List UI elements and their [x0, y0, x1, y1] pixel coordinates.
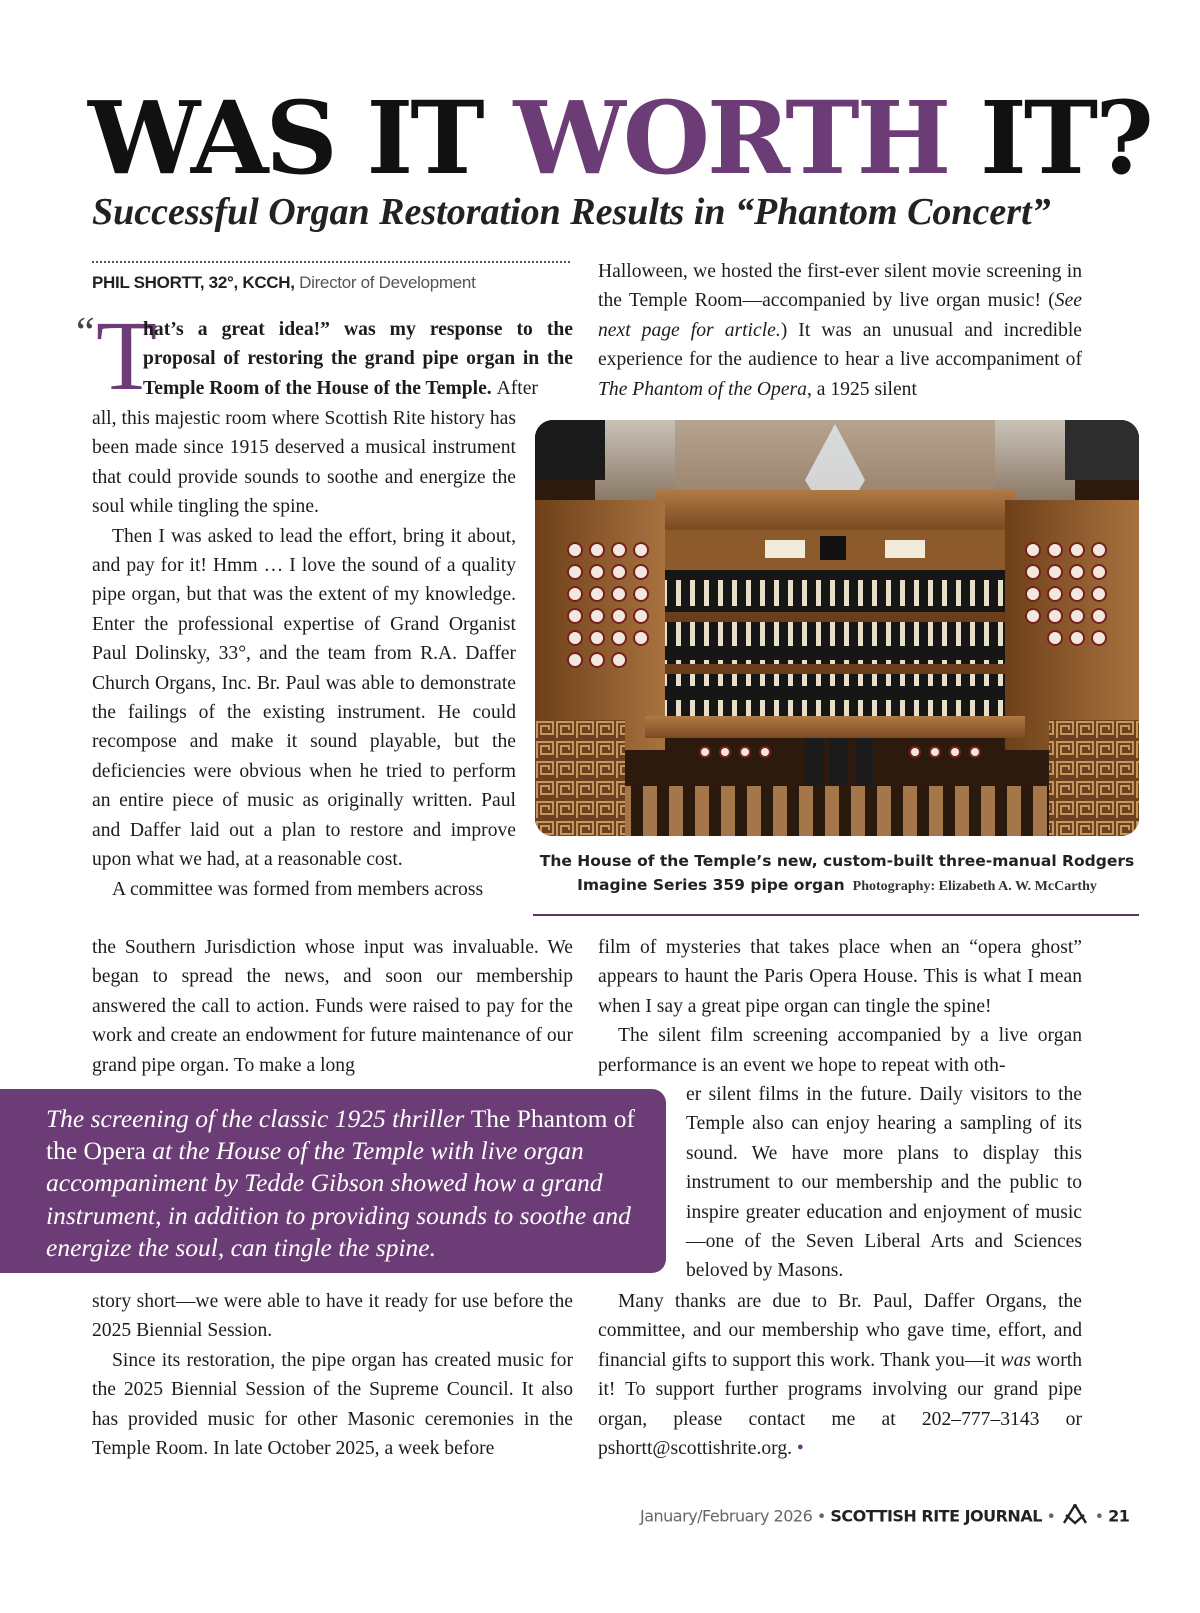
footer-separator: • — [816, 1506, 826, 1526]
footer-separator: • — [1094, 1506, 1104, 1526]
column-right-wrapped — [686, 1080, 1082, 1286]
paragraph: Since its restoration, the pipe organ has created music for the 2025 Biennial Session of the Supreme Council. It also has provided music for other Masonic ceremonies in the Temple Room. In late October 2025, a week before — [92, 1349, 573, 1460]
column-left-upper — [92, 404, 516, 904]
paragraph: all, this majestic room where Scottish Rite history has been made since 1915 deserved a musical instrument that could provide sounds to soothe and energize the soul while tingling the spine. — [92, 408, 516, 518]
organ-photo — [535, 420, 1139, 836]
byline-name: PHIL SHORTT, 32°, KCCH, — [92, 273, 295, 292]
caption-divider — [533, 914, 1139, 916]
paragraph: The silent film screening accompanied by a live organ performance is an event we hope to repeat with oth- — [598, 1025, 1082, 1076]
headline — [88, 79, 1151, 197]
photo-credit: Photography: Elizabeth A. W. McCarthy — [852, 879, 1097, 894]
drop-cap-letter: T — [96, 300, 158, 411]
drop-cap — [76, 300, 158, 411]
subtitle: Successful Organ Restoration Results in “Phantom Concert” — [92, 191, 1051, 233]
column-left-lower — [92, 1287, 573, 1463]
paragraph: Many thanks are due to Br. Paul, Daffer Organs, the committee, and our membership who gave time, effort, and financial gifts to support this work. Thank you—it was worth it! To support further programs involving our grand pipe organ, please contact me at 202–777–3143 or pshortt@scottishrite.org. • — [598, 1291, 1082, 1460]
paragraph: Halloween, we hosted the first-ever silent movie screening in the Temple Room—accompanied by live organ music! (See next page for article.) It was an unusual and incredible experience for the audience to hear a live accompaniment of The Phantom of the Opera, a 1925 silent — [598, 261, 1083, 400]
lead-paragraph — [143, 315, 573, 403]
caption-text: The House of the Temple’s new, custom-built three-manual Rodgers Imagine Series 359 pipe organ — [539, 852, 1135, 894]
column-left-middle — [92, 933, 573, 1080]
square-and-compass-icon — [1060, 1503, 1090, 1531]
headline-part1: WAS IT — [88, 79, 514, 197]
byline-role: Director of Development — [299, 273, 476, 292]
pull-quote-text: The screening of the classic 1925 thriller The Phantom of the Opera at the House of the Temple with live organ accompaniment by Tedde Gibson showed how a grand instrument, in addition to providing sounds to soothe and energize the soul, can tingle the spine. — [46, 1104, 636, 1262]
footer-issue: January/February 2026 — [640, 1506, 813, 1526]
footer-separator: • — [1046, 1506, 1056, 1526]
paragraph: film of mysteries that takes place when an “opera ghost” appears to haunt the Paris Opera House. This is what I mean when I say a great pipe organ can tingle the spine! — [598, 937, 1082, 1017]
byline — [92, 270, 572, 296]
footer-journal: SCOTTISH RITE JOURNAL — [830, 1506, 1042, 1526]
column-right-middle — [598, 933, 1082, 1080]
headline-part2: IT? — [948, 79, 1151, 197]
headline-accent: WORTH — [513, 79, 949, 197]
paragraph: Then I was asked to lead the effort, bring it about, and pay for it! Hmm … I love the sound of a quality pipe organ, but that was the extent of my knowledge. Enter the professional expertise of Grand Organist Paul Dolinsky, 33°, and the team from R.A. Daffer Church Organs, Inc. Br. Paul was able to demonstrate the failings of the existing instrument. He could recompose and make it sound playable, but the deficiencies were obvious when he tried to perform an entire piece of music as originally written. Paul and Daffer laid out a plan to restore and improve upon what we had, at a reasonable cost. — [92, 525, 516, 871]
paragraph: er silent films in the future. Daily visitors to the Temple also can enjoy hearing a sampling of its sound. We have more plans to display this instrument to our membership and the public to inspire greater education and enjoyment of music—one of the Seven Liberal Arts and Sciences beloved by Masons. — [686, 1084, 1082, 1282]
page-number: 21 — [1108, 1506, 1130, 1526]
lead-after: After — [496, 377, 538, 399]
paragraph: the Southern Jurisdiction whose input was invaluable. We began to spread the news, and soon our membership answered the call to action. Funds were raised to pay for the work and create an endowment for future maintenance of our grand pipe organ. To make a long — [92, 937, 573, 1076]
paragraph: A committee was formed from members across — [112, 878, 484, 900]
end-mark: • — [796, 1438, 804, 1460]
lead-bold: hat’s a great idea!” was my response to the proposal of restoring the grand pipe organ in the Temple Room of the House of the Temple. — [143, 319, 573, 399]
photo-caption — [535, 849, 1139, 899]
dotted-divider — [92, 261, 570, 263]
drop-cap-quote: “ — [76, 310, 95, 356]
page-footer — [640, 1503, 1130, 1531]
paragraph: story short—we were able to have it ready for use before the 2025 Biennial Session. — [92, 1291, 573, 1342]
pull-quote — [0, 1089, 666, 1273]
column-right-upper — [598, 257, 1082, 404]
column-right-lower — [598, 1287, 1082, 1463]
